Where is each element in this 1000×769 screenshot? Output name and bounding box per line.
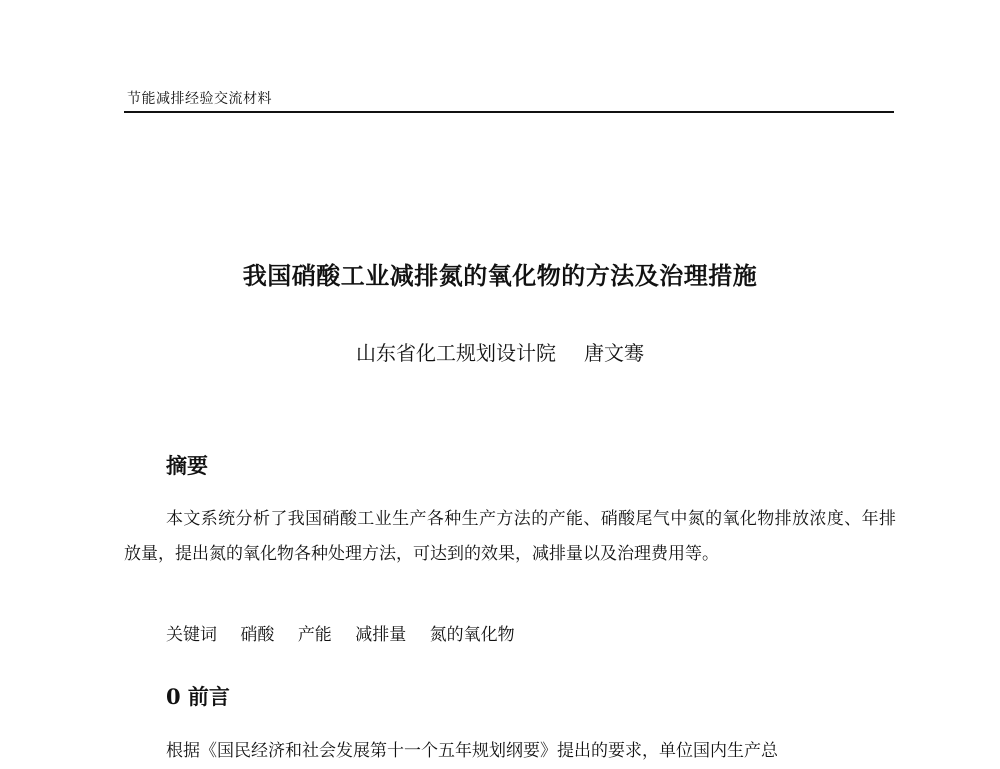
keyword: 产能 [297,625,332,645]
header-rule [124,111,894,113]
author-line [0,337,1000,366]
keyword: 减排量 [355,625,407,645]
running-header: 节能减排经验交流材料 [127,91,272,107]
abstract-paragraph: 本文系统分析了我国硝酸工业生产各种生产方法的产能、硝酸尾气中氮的氧化物排放浓度、年排放量，提出氮的氧化物各种处理方法，可达到的效果，减排量以及治理费用等。 [124,509,896,564]
affiliation: 山东省化工规划设计院 [356,341,556,365]
keyword: 氮的氧化物 [429,625,515,645]
abstract-heading: 摘要 [166,453,208,478]
keywords-label: 关键词 [166,625,217,645]
document-title: 我国硝酸工业减排氮的氧化物的方法及治理措施 [242,261,758,290]
preface-paragraph: 根据《国民经济和社会发展第十一个五年规划纲要》提出的要求，单位国内生产总 [166,741,778,761]
keywords-line [166,623,533,647]
author-name: 唐文骞 [584,341,644,365]
keyword: 硝酸 [240,625,275,645]
preface-heading: 0 前言 [166,684,230,709]
